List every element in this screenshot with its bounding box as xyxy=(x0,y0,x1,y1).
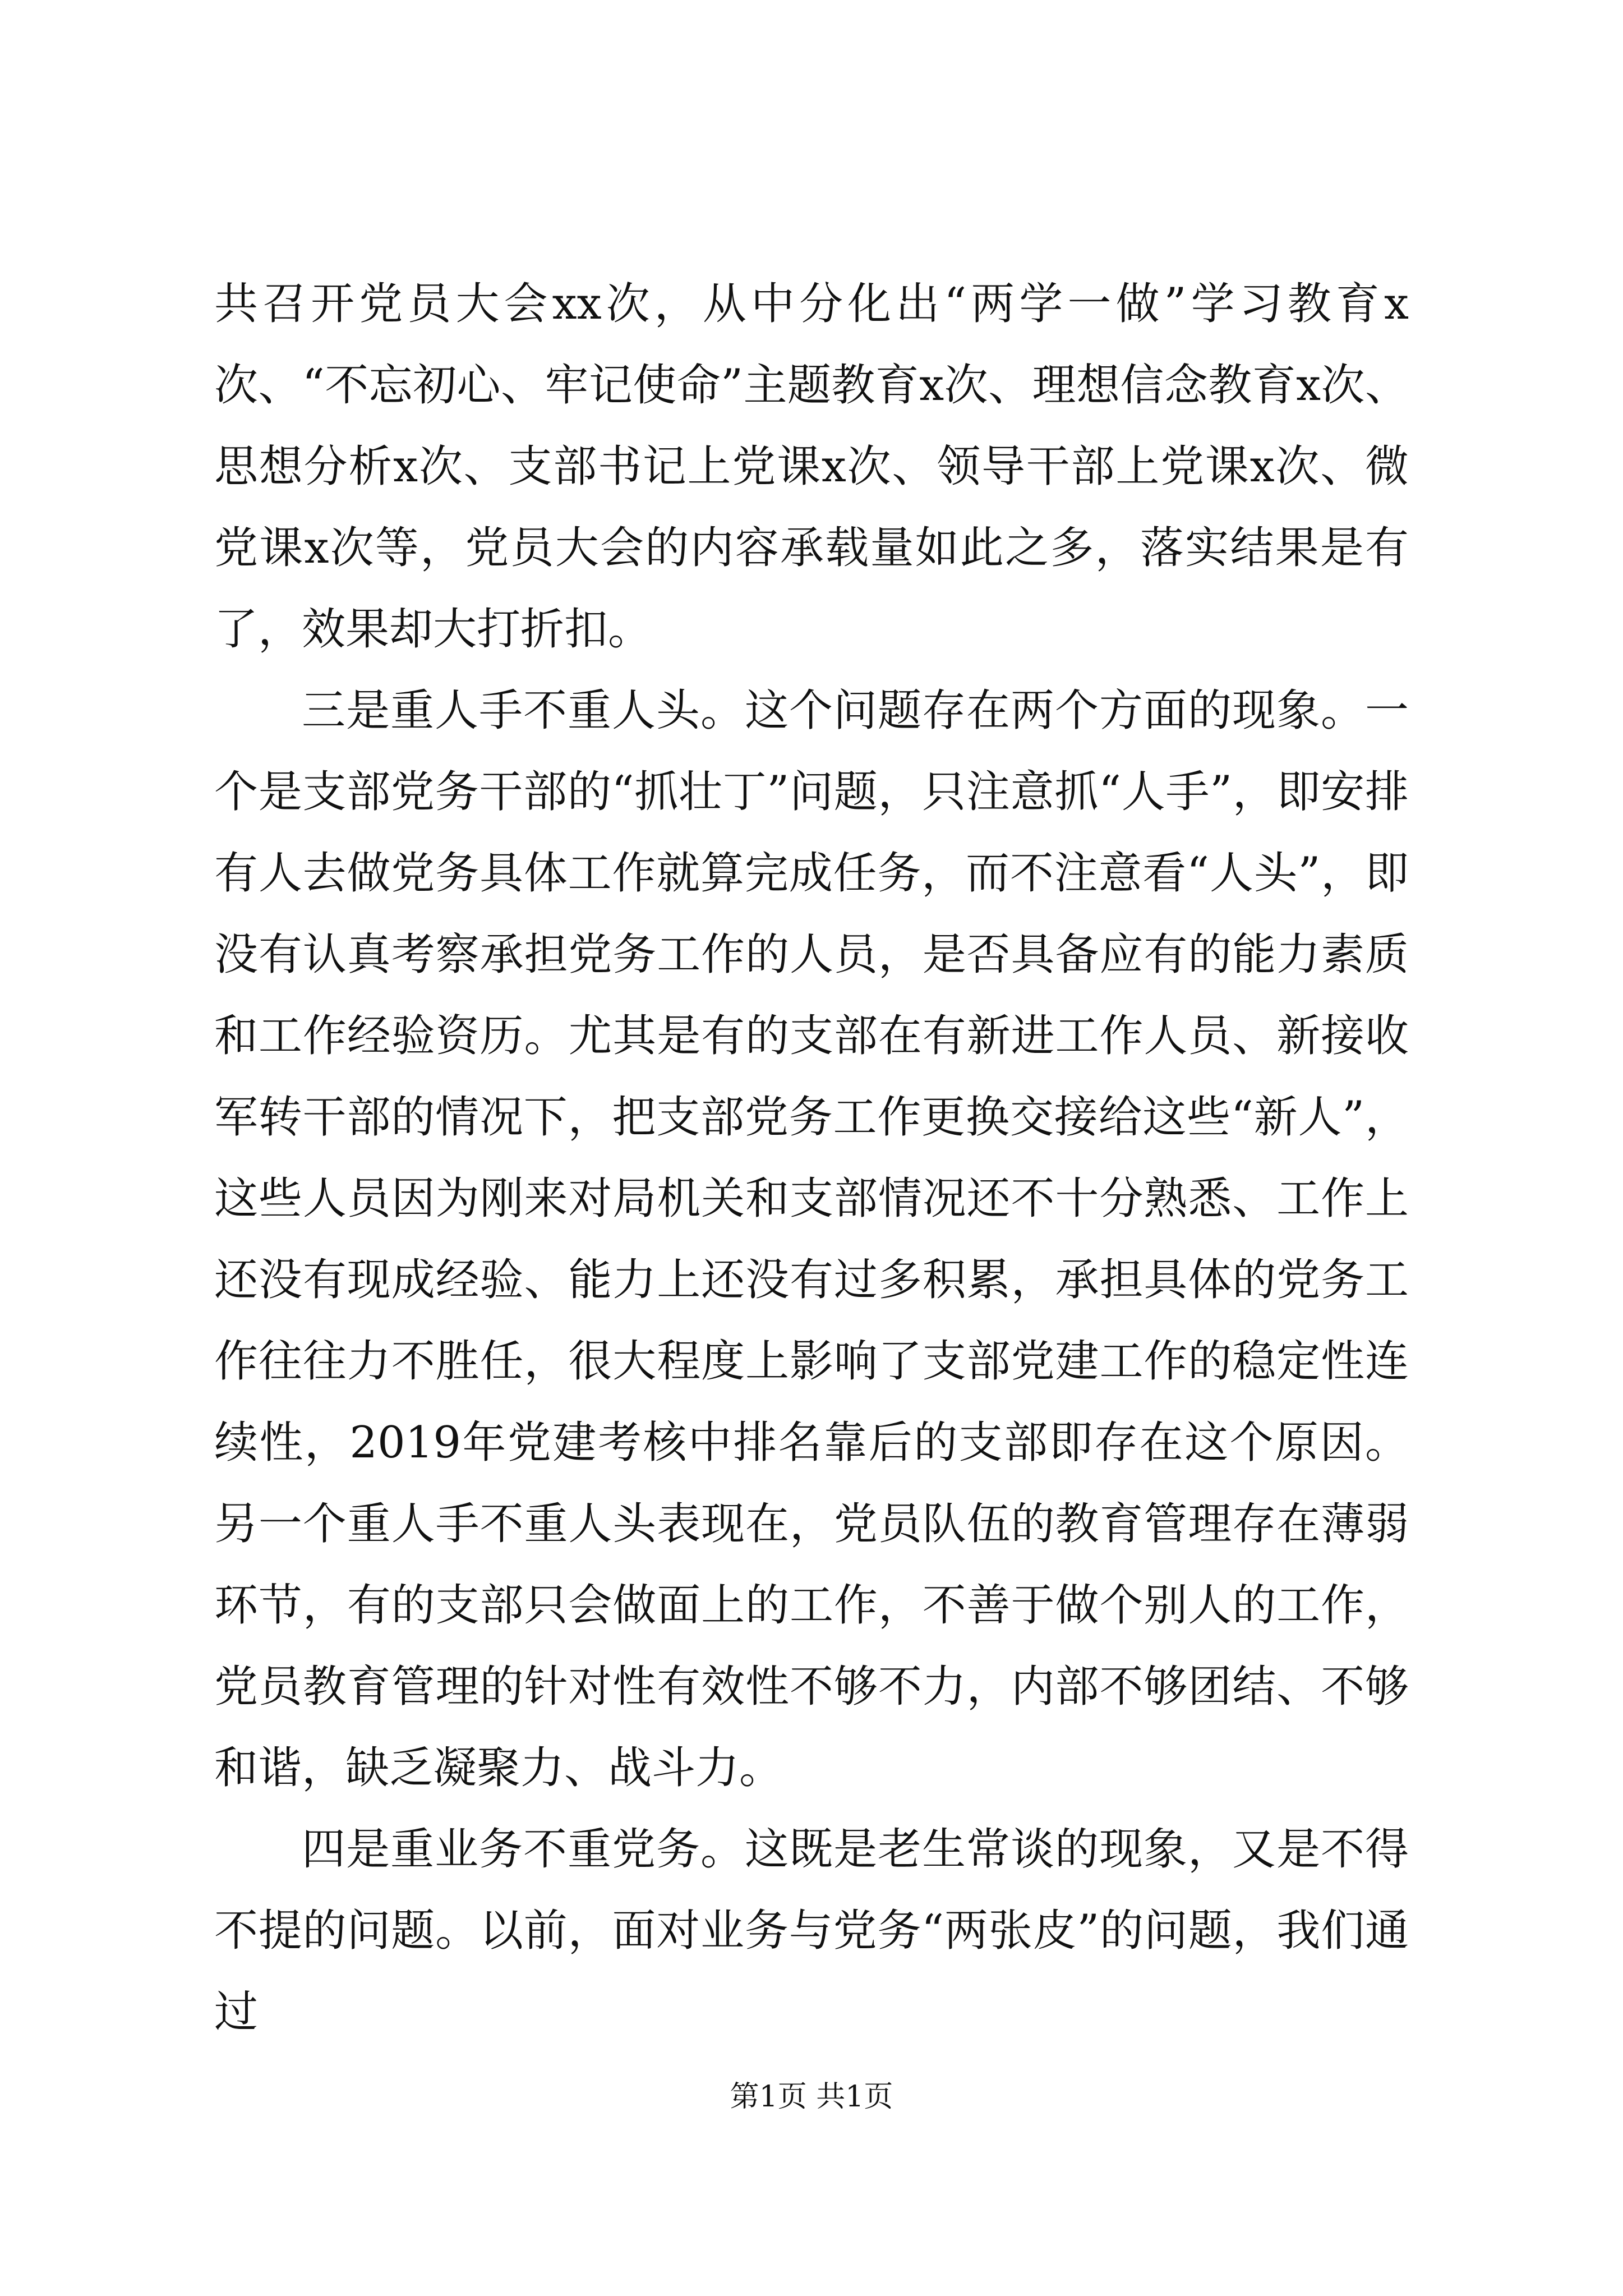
paragraph-point-three: 三是重人手不重人头。这个问题存在两个方面的现象。一个是支部党务干部的“抓壮丁”问题，只注意抓“人手”，即安排有人去做党务具体工作就算完成任务，而不注意看“人头”，即没有认真考察承担党务工作的人员，是否具备应有的能力素质和工作经验资历。尤其是有的支部在有新进工作人员、新接收军转干部的情况下，把支部党务工作更换交接给这些“新人”，这些人员因为刚来对局机关和支部情况还不十分熟悉、工作上还没有现成经验、能力上还没有过多积累，承担具体的党务工作往往力不胜任，很大程度上影响了支部党建工作的稳定性连续性，2019年党建考核中排名靠后的支部即存在这个原因。另一个重人手不重人头表现在，党员队伍的教育管理存在薄弱环节，有的支部只会做面上的工作，不善于做个别人的工作，党员教育管理的针对性有效性不够不力，内部不够团结、不够和谐，缺乏凝聚力、战斗力。 xyxy=(214,685,1409,1793)
document-body xyxy=(214,264,1409,2053)
paragraph-point-four: 四是重业务不重党务。这既是老生常谈的现象，又是不得不提的问题。以前，面对业务与党务“两张皮”的问题，我们通过 xyxy=(214,1824,1409,2037)
paragraph-continuation: 共召开党员大会xx次，从中分化出“两学一做”学习教育x次、“不忘初心、牢记使命”主题教育x次、理想信念教育x次、思想分析x次、支部书记上党课x次、领导干部上党课x次、微党课x次等，党员大会的内容承载量如此之多，落实结果是有了，效果却大打折扣。 xyxy=(214,279,1409,655)
page-footer: 第1页 共1页 xyxy=(730,2080,893,2114)
